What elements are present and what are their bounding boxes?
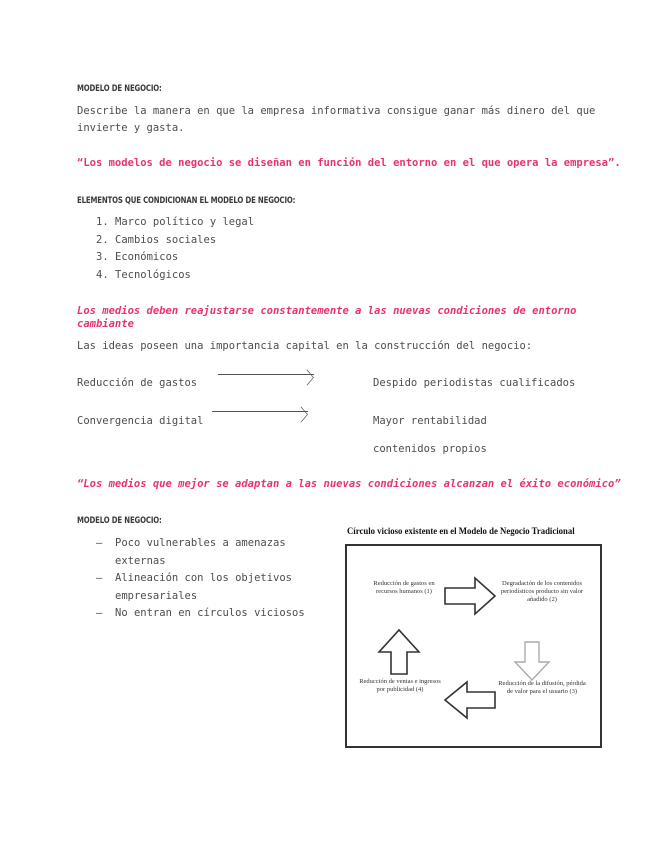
relation-right-2: Mayor rentabilidad [373,415,487,427]
block-arrow-left-icon [445,682,495,718]
elementos-list [77,214,254,284]
quote-medios: “Los medios que mejor se adaptan a las nuevas condiciones alcanzan el éxito económico” [77,478,621,490]
relation-right-1: Despido periodistas cualificados [373,377,576,389]
ideas-text: Las ideas poseen una importancia capital en la construcción del negocio: [77,340,533,352]
block-arrow-down-icon [515,642,549,680]
diagram-box-1: Reducción de gastos en recursos humanos (1) [373,580,435,595]
chevron-right-icon: 〉 [300,406,317,426]
arrow-line-2 [212,411,308,412]
vicious-circle-diagram [340,527,602,747]
list-item: 3. Económicos [96,251,179,263]
section-heading-modelo-negocio: MODELO DE NEGOCIO: [77,84,162,94]
block-arrow-up-icon [379,630,419,674]
diagram-box-3: Reducción de la difusión, pérdida de valor para el usuario (3) [498,680,586,695]
diagram-box-4: Reducción de ventas e ingresos por publicidad (4) [359,678,441,693]
quote-modelos: “Los modelos de negocio se diseñan en función del entorno en el que opera la empresa”. [77,157,621,169]
list-item: 4. Tecnológicos [96,268,191,281]
section-heading-modelo-negocio-2: MODELO DE NEGOCIO: [77,516,162,526]
list-item: empresariales [115,589,198,602]
arrow-line-1 [218,374,314,375]
list-item: 1. Marco político y legal [96,216,255,228]
diagram-arrows [347,546,600,746]
diagram-frame [345,544,602,748]
list-item: – No entran en círculos viciosos [96,607,305,619]
section-heading-elementos: ELEMENTOS QUE CONDICIONAN EL MODELO DE NEGOCIO: [77,196,296,206]
chevron-right-icon: 〉 [306,369,323,389]
relation-left-1: Reducción de gastos [77,377,198,389]
block-arrow-right-icon [445,578,495,614]
definition-line-2: invierte y gasta. [77,122,185,134]
relation-right-3: contenidos propios [373,443,487,455]
relation-left-2: Convergencia digital [77,415,204,427]
diagram-box-2: Degradación de los contenidos periodísticos producto sin valor añadido (2) [500,580,584,603]
italic-note-line-1: Los medios deben reajustarse constantemente a las nuevas condiciones de entorno [77,305,577,317]
list-item: – Alineación con los objetivos [96,572,293,584]
italic-note-line-2: cambiante [77,318,134,330]
ventajas-list [77,535,339,623]
diagram-title: Círculo vicioso existente en el Modelo de Negocio Tradicional [347,527,575,537]
definition-line-1: Describe la manera en que la empresa informativa consigue ganar más dinero del que [77,105,596,117]
list-item: 2. Cambios sociales [96,233,217,246]
list-item: – Poco vulnerables a amenazas externas [96,537,286,567]
